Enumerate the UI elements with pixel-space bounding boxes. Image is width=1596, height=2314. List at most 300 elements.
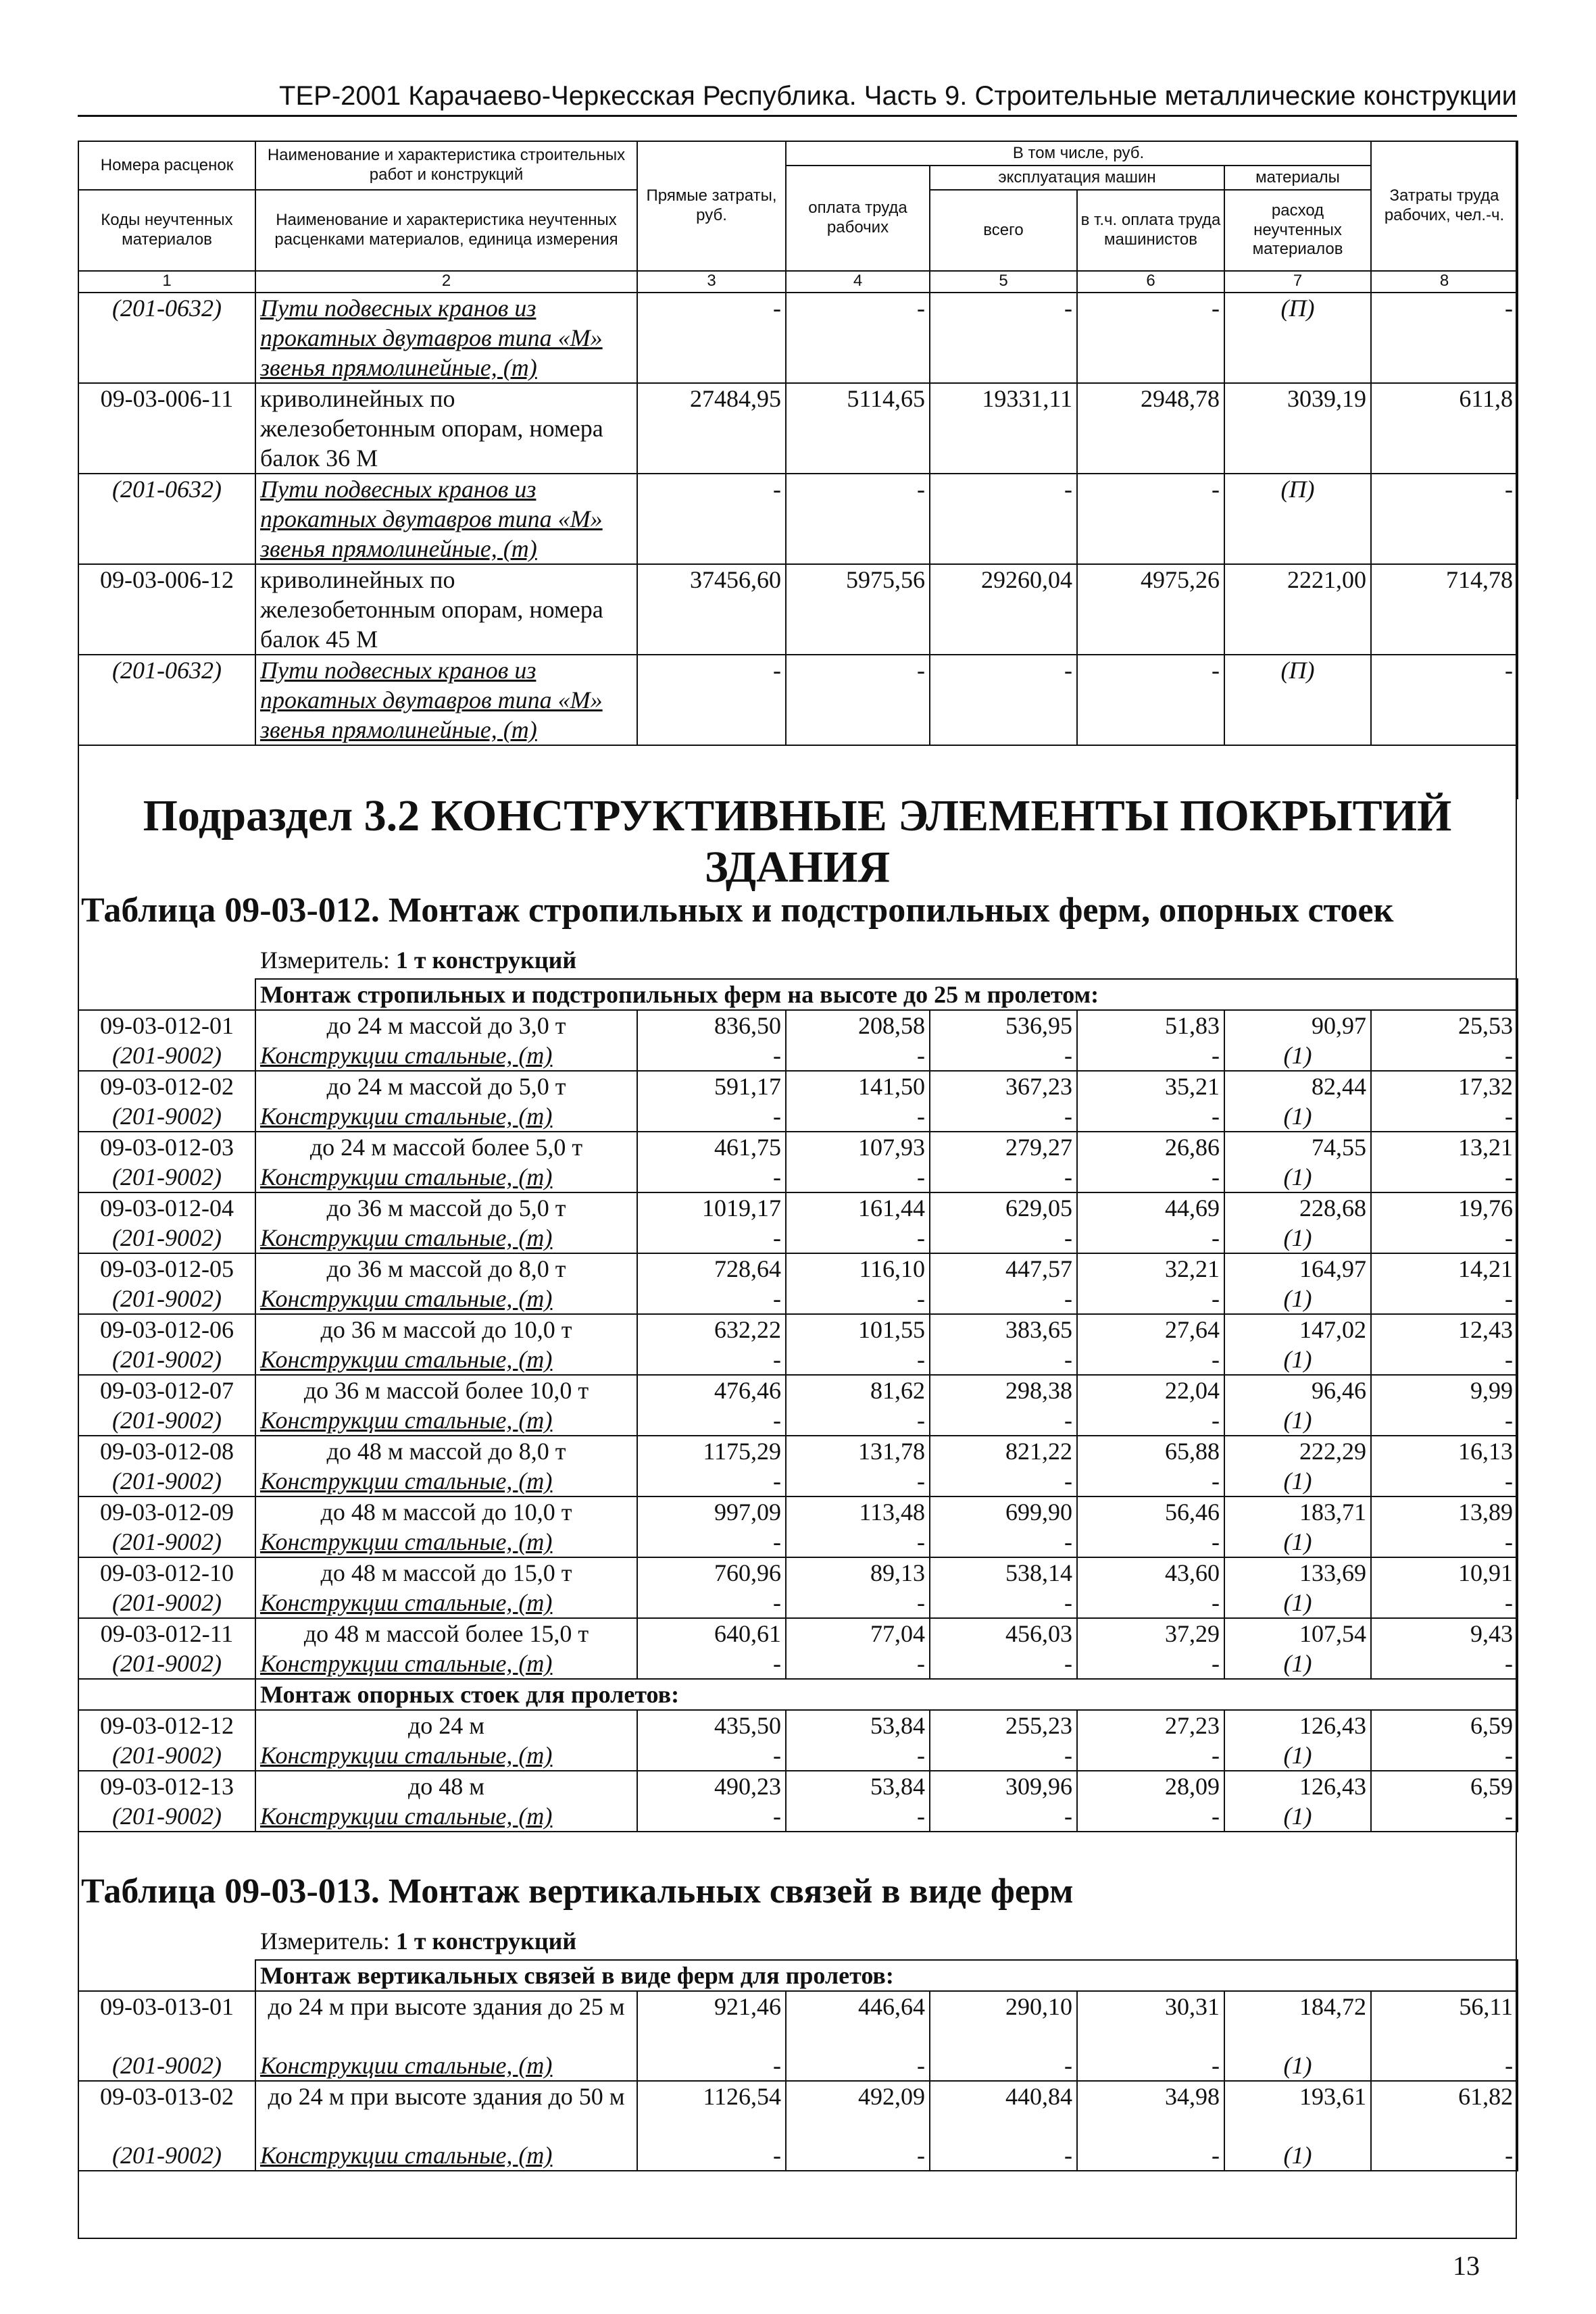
- value-c6: -: [1077, 1527, 1224, 1557]
- rate-row: [78, 1557, 1518, 1588]
- group-blank: [78, 1679, 255, 1710]
- material-name: Конструкции стальные, (т): [255, 2051, 637, 2081]
- value-c4: 492,09: [786, 2081, 930, 2140]
- material-name: Конструкции стальные, (т): [255, 2140, 637, 2171]
- material-row: [78, 1740, 1518, 1771]
- rate-code: 09-03-012-06: [78, 1314, 255, 1344]
- rate-name: Пути подвесных кранов из прокатных двутавров типа «М» звенья прямолинейные, (т): [255, 474, 637, 564]
- value-c5: 699,90: [930, 1496, 1077, 1527]
- value-c3: 591,17: [637, 1071, 786, 1101]
- value-c3: -: [637, 1344, 786, 1375]
- value-c8: 9,99: [1371, 1375, 1518, 1405]
- rate-code: 09-03-012-02: [78, 1071, 255, 1101]
- rate-code: 09-03-012-07: [78, 1375, 255, 1405]
- material-row: [78, 1040, 1518, 1071]
- rate-name: до 24 м массой до 5,0 т: [255, 1071, 637, 1101]
- material-name: Конструкции стальные, (т): [255, 1527, 637, 1557]
- material-code: (201-9002): [78, 1162, 255, 1192]
- value-c4: -: [786, 474, 930, 564]
- value-c5: -: [930, 1740, 1077, 1771]
- value-c7: 193,61: [1224, 2081, 1371, 2140]
- rate-code: 09-03-012-12: [78, 1710, 255, 1740]
- value-c5: 279,27: [930, 1132, 1077, 1162]
- value-c5: -: [930, 1284, 1077, 1314]
- group-row: [78, 979, 1518, 1010]
- value-c6: -: [1077, 2140, 1224, 2171]
- material-row: [78, 1527, 1518, 1557]
- value-c8: 12,43: [1371, 1314, 1518, 1344]
- value-c3: 476,46: [637, 1375, 786, 1405]
- rate-row: [78, 1192, 1518, 1223]
- material-row: [78, 474, 1518, 564]
- value-c8: -: [1371, 1801, 1518, 1832]
- value-c6: 28,09: [1077, 1771, 1224, 1801]
- value-c7: 74,55: [1224, 1132, 1371, 1162]
- header-col2-bottom: Наименование и характеристика неучтенных расценками материалов, единица измерения: [255, 190, 637, 271]
- value-c5: 29260,04: [930, 564, 1077, 655]
- rate-row: [78, 1010, 1518, 1040]
- group-title: Монтаж стропильных и подстропильных ферм на высоте до 25 м пролетом:: [255, 979, 1518, 1010]
- rate-code: 09-03-012-11: [78, 1618, 255, 1649]
- rate-code: (201-0632): [78, 293, 255, 383]
- group-row: [78, 1960, 1518, 1991]
- value-c8: 6,59: [1371, 1710, 1518, 1740]
- material-name: Конструкции стальные, (т): [255, 1740, 637, 1771]
- material-code: (201-9002): [78, 1344, 255, 1375]
- rate-code: 09-03-006-12: [78, 564, 255, 655]
- value-c7: (1): [1224, 1344, 1371, 1375]
- value-c4: -: [786, 293, 930, 383]
- value-c4: -: [786, 1801, 930, 1832]
- value-c4: 101,55: [786, 1314, 930, 1344]
- value-c7: (1): [1224, 1527, 1371, 1557]
- value-c6: -: [1077, 1040, 1224, 1071]
- material-code: (201-9002): [78, 1801, 255, 1832]
- value-c3: -: [637, 2140, 786, 2171]
- material-row: [78, 1101, 1518, 1132]
- value-c8: -: [1371, 1284, 1518, 1314]
- value-c3: -: [637, 1588, 786, 1618]
- value-c4: -: [786, 1101, 930, 1132]
- value-c7: (1): [1224, 1162, 1371, 1192]
- rate-code: 09-03-006-11: [78, 383, 255, 474]
- rate-name: до 48 м массой до 15,0 т: [255, 1557, 637, 1588]
- material-code: (201-9002): [78, 1223, 255, 1253]
- value-c4: -: [786, 2051, 930, 2081]
- rate-name: до 24 м при высоте здания до 50 м: [255, 2081, 637, 2140]
- value-c5: -: [930, 1405, 1077, 1436]
- header-col4: оплата труда рабочих: [786, 166, 930, 271]
- value-c3: 27484,95: [637, 383, 786, 474]
- value-c5: 821,22: [930, 1436, 1077, 1466]
- value-c7: (П): [1224, 293, 1371, 383]
- material-name: Конструкции стальные, (т): [255, 1284, 637, 1314]
- page-number: 13: [1453, 2250, 1480, 2281]
- material-row: [78, 655, 1518, 745]
- value-c7: 82,44: [1224, 1071, 1371, 1101]
- value-c5: -: [930, 655, 1077, 745]
- material-row: [78, 293, 1518, 383]
- value-c4: 53,84: [786, 1710, 930, 1740]
- value-c7: (1): [1224, 1101, 1371, 1132]
- value-c8: -: [1371, 1405, 1518, 1436]
- value-c7: (1): [1224, 2051, 1371, 2081]
- value-c3: 37456,60: [637, 564, 786, 655]
- group-title: Монтаж вертикальных связей в виде ферм для пролетов:: [255, 1960, 1518, 1991]
- value-c4: -: [786, 2140, 930, 2171]
- material-name: Конструкции стальные, (т): [255, 1466, 637, 1496]
- value-c5: 298,38: [930, 1375, 1077, 1405]
- group-title: Монтаж опорных стоек для пролетов:: [255, 1679, 1518, 1710]
- value-c3: 640,61: [637, 1618, 786, 1649]
- group-row: [78, 1679, 1518, 1710]
- value-c8: 25,53: [1371, 1010, 1518, 1040]
- value-c8: -: [1371, 655, 1518, 745]
- value-c7: (П): [1224, 474, 1371, 564]
- rate-name: криволинейных по железобетонным опорам, номера балок 45 М: [255, 564, 637, 655]
- header-rule: [78, 115, 1517, 117]
- value-c4: 5975,56: [786, 564, 930, 655]
- value-c8: 9,43: [1371, 1618, 1518, 1649]
- value-c5: -: [930, 474, 1077, 564]
- material-row: [78, 2140, 1518, 2171]
- material-row: [78, 1284, 1518, 1314]
- rate-row: [78, 1618, 1518, 1649]
- value-c5: 255,23: [930, 1710, 1077, 1740]
- material-row: [78, 1649, 1518, 1679]
- value-c3: -: [637, 1527, 786, 1557]
- value-c5: 367,23: [930, 1071, 1077, 1101]
- value-c8: 714,78: [1371, 564, 1518, 655]
- rate-name: до 48 м массой до 8,0 т: [255, 1436, 637, 1466]
- value-c7: 107,54: [1224, 1618, 1371, 1649]
- value-c4: -: [786, 1284, 930, 1314]
- value-c5: -: [930, 1101, 1077, 1132]
- rate-code: 09-03-012-09: [78, 1496, 255, 1527]
- value-c3: -: [637, 1101, 786, 1132]
- value-c3: 997,09: [637, 1496, 786, 1527]
- value-c8: -: [1371, 293, 1518, 383]
- rate-code: 09-03-013-01: [78, 1991, 255, 2051]
- value-c8: 16,13: [1371, 1436, 1518, 1466]
- value-c7: 183,71: [1224, 1496, 1371, 1527]
- value-c3: 632,22: [637, 1314, 786, 1344]
- value-c4: -: [786, 1344, 930, 1375]
- value-c7: (1): [1224, 2140, 1371, 2171]
- value-c5: 440,84: [930, 2081, 1077, 2140]
- value-c6: -: [1077, 293, 1224, 383]
- material-row: [78, 1801, 1518, 1832]
- material-row: [78, 1588, 1518, 1618]
- value-c8: -: [1371, 2051, 1518, 2081]
- rate-code: 09-03-012-05: [78, 1253, 255, 1284]
- value-c4: -: [786, 1223, 930, 1253]
- value-c8: -: [1371, 2140, 1518, 2171]
- rate-name: до 48 м массой до 10,0 т: [255, 1496, 637, 1527]
- rate-code: 09-03-012-04: [78, 1192, 255, 1223]
- rate-name: до 48 м: [255, 1771, 637, 1801]
- material-code: (201-9002): [78, 1405, 255, 1436]
- value-c5: -: [930, 1162, 1077, 1192]
- value-c6: -: [1077, 1223, 1224, 1253]
- rate-name: Пути подвесных кранов из прокатных двутавров типа «М» звенья прямолинейные, (т): [255, 655, 637, 745]
- value-c3: -: [637, 655, 786, 745]
- rate-name: до 24 м при высоте здания до 25 м: [255, 1991, 637, 2051]
- value-c6: 37,29: [1077, 1618, 1224, 1649]
- value-c5: 536,95: [930, 1010, 1077, 1040]
- value-c5: 383,65: [930, 1314, 1077, 1344]
- table-13-title: Таблица 09-03-013. Монтаж вертикальных связей в виде ферм: [81, 1872, 1074, 1911]
- material-code: (201-9002): [78, 1040, 255, 1071]
- table-12-measure: [260, 946, 576, 974]
- rate-name: до 36 м массой до 10,0 т: [255, 1314, 637, 1344]
- measure-value: 1 т конструкций: [395, 1928, 577, 1955]
- value-c4: 77,04: [786, 1618, 930, 1649]
- value-c3: 461,75: [637, 1132, 786, 1162]
- table-12-title: Таблица 09-03-012. Монтаж стропильных и подстропильных ферм, опорных стоек: [81, 891, 1394, 930]
- value-c7: 126,43: [1224, 1710, 1371, 1740]
- value-c7: (1): [1224, 1466, 1371, 1496]
- value-c3: -: [637, 1649, 786, 1679]
- value-c7: 133,69: [1224, 1557, 1371, 1588]
- value-c7: 126,43: [1224, 1771, 1371, 1801]
- value-c4: 107,93: [786, 1132, 930, 1162]
- value-c6: 30,31: [1077, 1991, 1224, 2051]
- rate-code: 09-03-012-08: [78, 1436, 255, 1466]
- rate-row: [78, 1710, 1518, 1740]
- rate-name: до 24 м массой до 3,0 т: [255, 1010, 637, 1040]
- value-c6: -: [1077, 1801, 1224, 1832]
- material-code: (201-9002): [78, 2140, 255, 2171]
- rate-name: до 24 м массой более 5,0 т: [255, 1132, 637, 1162]
- value-c3: -: [637, 474, 786, 564]
- value-c7: (1): [1224, 1801, 1371, 1832]
- value-c4: -: [786, 1405, 930, 1436]
- group-blank: [78, 1960, 255, 1991]
- value-c7: 228,68: [1224, 1192, 1371, 1223]
- value-c4: -: [786, 1588, 930, 1618]
- group-blank: [78, 979, 255, 1010]
- value-c7: 3039,19: [1224, 383, 1371, 474]
- rate-name: до 36 м массой более 10,0 т: [255, 1375, 637, 1405]
- rate-code: 09-03-012-01: [78, 1010, 255, 1040]
- value-c4: 89,13: [786, 1557, 930, 1588]
- value-c6: 32,21: [1077, 1253, 1224, 1284]
- material-code: (201-9002): [78, 1466, 255, 1496]
- value-c6: -: [1077, 1649, 1224, 1679]
- value-c5: -: [930, 1649, 1077, 1679]
- value-c8: 14,21: [1371, 1253, 1518, 1284]
- rate-row: [78, 1496, 1518, 1527]
- material-name: Конструкции стальные, (т): [255, 1405, 637, 1436]
- value-c6: -: [1077, 474, 1224, 564]
- value-c7: 2221,00: [1224, 564, 1371, 655]
- value-c5: -: [930, 2140, 1077, 2171]
- value-c6: -: [1077, 1740, 1224, 1771]
- value-c5: 629,05: [930, 1192, 1077, 1223]
- value-c7: 90,97: [1224, 1010, 1371, 1040]
- value-c7: (П): [1224, 655, 1371, 745]
- value-c6: -: [1077, 1344, 1224, 1375]
- value-c8: -: [1371, 1040, 1518, 1071]
- header-incl: В том числе, руб.: [786, 141, 1371, 166]
- header-col5: всего: [930, 190, 1077, 271]
- value-c6: 2948,78: [1077, 383, 1224, 474]
- rate-name: до 36 м массой до 5,0 т: [255, 1192, 637, 1223]
- value-c6: 35,21: [1077, 1071, 1224, 1101]
- value-c7: 164,97: [1224, 1253, 1371, 1284]
- col-number: 5: [930, 271, 1077, 293]
- value-c4: 131,78: [786, 1436, 930, 1466]
- rate-row: [78, 1314, 1518, 1344]
- value-c3: 490,23: [637, 1771, 786, 1801]
- value-c3: -: [637, 1223, 786, 1253]
- value-c6: 65,88: [1077, 1436, 1224, 1466]
- value-c6: 44,69: [1077, 1192, 1224, 1223]
- value-c5: 290,10: [930, 1991, 1077, 2051]
- rate-name: Пути подвесных кранов из прокатных двутавров типа «М» звенья прямолинейные, (т): [255, 293, 637, 383]
- subsection-title: Подраздел 3.2 КОНСТРУКТИВНЫЕ ЭЛЕМЕНТЫ ПОКРЫТИЙ ЗДАНИЯ: [143, 791, 1452, 892]
- rate-code: (201-0632): [78, 655, 255, 745]
- value-c8: -: [1371, 1588, 1518, 1618]
- rate-row: [78, 1253, 1518, 1284]
- value-c3: 1175,29: [637, 1436, 786, 1466]
- value-c6: 51,83: [1077, 1010, 1224, 1040]
- value-c5: -: [930, 293, 1077, 383]
- value-c8: 611,8: [1371, 383, 1518, 474]
- value-c5: -: [930, 2051, 1077, 2081]
- col-number: 6: [1077, 271, 1224, 293]
- value-c3: -: [637, 1405, 786, 1436]
- material-code: (201-9002): [78, 1284, 255, 1314]
- rate-row: [78, 1991, 1518, 2051]
- value-c4: 116,10: [786, 1253, 930, 1284]
- material-code: (201-9002): [78, 1649, 255, 1679]
- value-c6: -: [1077, 1588, 1224, 1618]
- value-c8: -: [1371, 1344, 1518, 1375]
- value-c3: -: [637, 1740, 786, 1771]
- header-materials: материалы: [1224, 166, 1371, 190]
- header-col8: Затраты труда рабочих, чел.-ч.: [1371, 141, 1518, 271]
- rate-code: 09-03-012-13: [78, 1771, 255, 1801]
- value-c6: -: [1077, 1101, 1224, 1132]
- rate-name: криволинейных по железобетонным опорам, номера балок 36 М: [255, 383, 637, 474]
- value-c4: -: [786, 1527, 930, 1557]
- table-12: [78, 978, 1518, 1832]
- value-c6: -: [1077, 1162, 1224, 1192]
- col-number: 2: [255, 271, 637, 293]
- value-c5: 447,57: [930, 1253, 1077, 1284]
- value-c6: 27,23: [1077, 1710, 1224, 1740]
- col-number: 3: [637, 271, 786, 293]
- value-c8: 61,82: [1371, 2081, 1518, 2140]
- value-c4: -: [786, 1040, 930, 1071]
- value-c8: -: [1371, 1162, 1518, 1192]
- col-number: 1: [78, 271, 255, 293]
- measure-value: 1 т конструкций: [395, 947, 577, 974]
- header-col1-top: Номера расценок: [78, 141, 255, 190]
- rate-name: до 36 м массой до 8,0 т: [255, 1253, 637, 1284]
- value-c7: (1): [1224, 1284, 1371, 1314]
- value-c3: -: [637, 1801, 786, 1832]
- value-c3: 728,64: [637, 1253, 786, 1284]
- rate-code: 09-03-012-03: [78, 1132, 255, 1162]
- value-c8: -: [1371, 1649, 1518, 1679]
- rate-row: [78, 383, 1518, 474]
- rate-row: [78, 1071, 1518, 1101]
- value-c5: -: [930, 1040, 1077, 1071]
- material-code: (201-9002): [78, 1740, 255, 1771]
- material-name: Конструкции стальные, (т): [255, 1040, 637, 1071]
- header-col1-bottom: Коды неучтенных материалов: [78, 190, 255, 271]
- value-c3: -: [637, 2051, 786, 2081]
- value-c4: 81,62: [786, 1375, 930, 1405]
- value-c4: 113,48: [786, 1496, 930, 1527]
- value-c8: 13,89: [1371, 1496, 1518, 1527]
- value-c4: 53,84: [786, 1771, 930, 1801]
- value-c7: (1): [1224, 1649, 1371, 1679]
- col-number: 7: [1224, 271, 1371, 293]
- rate-code: 09-03-013-02: [78, 2081, 255, 2140]
- value-c8: 6,59: [1371, 1771, 1518, 1801]
- value-c7: (1): [1224, 1405, 1371, 1436]
- value-c8: 10,91: [1371, 1557, 1518, 1588]
- material-row: [78, 1466, 1518, 1496]
- material-code: (201-9002): [78, 1101, 255, 1132]
- value-c5: -: [930, 1466, 1077, 1496]
- value-c4: 161,44: [786, 1192, 930, 1223]
- value-c3: 1126,54: [637, 2081, 786, 2140]
- value-c3: -: [637, 293, 786, 383]
- material-code: (201-9002): [78, 2051, 255, 2081]
- rate-row: [78, 1132, 1518, 1162]
- value-c3: 836,50: [637, 1010, 786, 1040]
- value-c4: 208,58: [786, 1010, 930, 1040]
- value-c4: -: [786, 1466, 930, 1496]
- rate-row: [78, 1375, 1518, 1405]
- value-c4: 141,50: [786, 1071, 930, 1101]
- value-c5: -: [930, 1588, 1077, 1618]
- material-row: [78, 1223, 1518, 1253]
- material-code: (201-9002): [78, 1588, 255, 1618]
- value-c7: (1): [1224, 1740, 1371, 1771]
- value-c8: 13,21: [1371, 1132, 1518, 1162]
- value-c3: -: [637, 1162, 786, 1192]
- material-name: Конструкции стальные, (т): [255, 1162, 637, 1192]
- material-row: [78, 1405, 1518, 1436]
- value-c3: -: [637, 1040, 786, 1071]
- value-c7: (1): [1224, 1040, 1371, 1071]
- material-row: [78, 1344, 1518, 1375]
- value-c5: -: [930, 1801, 1077, 1832]
- material-row: [78, 2051, 1518, 2081]
- value-c4: 5114,65: [786, 383, 930, 474]
- value-c8: -: [1371, 1223, 1518, 1253]
- col-number: 8: [1371, 271, 1518, 293]
- rate-row: [78, 564, 1518, 655]
- material-name: Конструкции стальные, (т): [255, 1588, 637, 1618]
- header-col7: расход неучтенных материалов: [1224, 190, 1371, 271]
- value-c3: 1019,17: [637, 1192, 786, 1223]
- value-c5: 19331,11: [930, 383, 1077, 474]
- rate-row: [78, 1771, 1518, 1801]
- rate-row: [78, 2081, 1518, 2140]
- value-c5: -: [930, 1344, 1077, 1375]
- col-number: 4: [786, 271, 930, 293]
- measure-label: Измеритель:: [260, 1928, 396, 1955]
- value-c5: 456,03: [930, 1618, 1077, 1649]
- value-c8: -: [1371, 1740, 1518, 1771]
